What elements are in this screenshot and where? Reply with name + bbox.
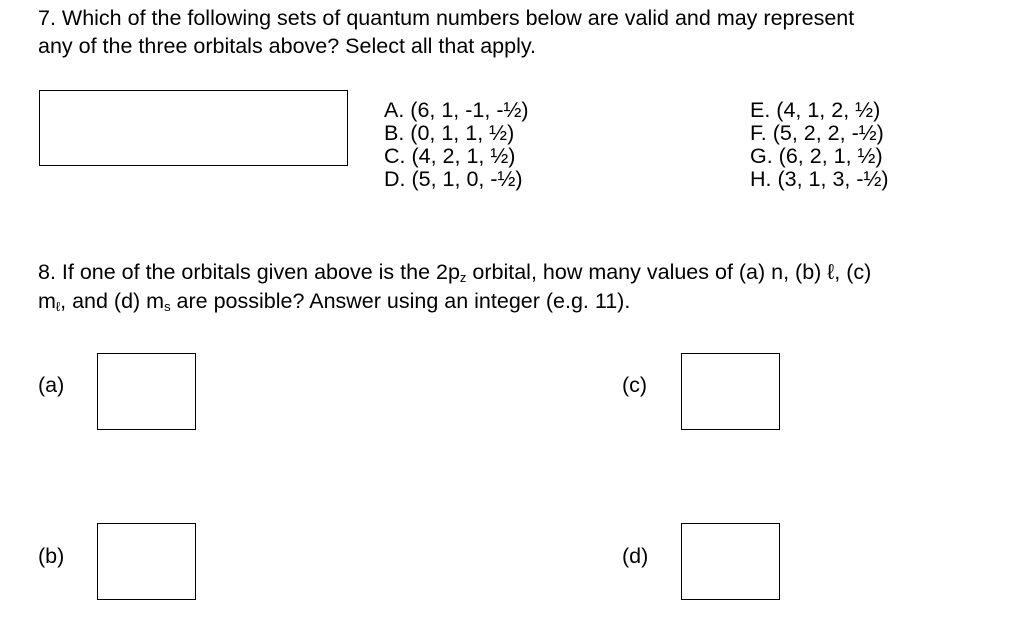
part-c-answer-box[interactable]: [681, 353, 780, 430]
q8-subscript-s: s: [164, 299, 171, 314]
q8-line2-part-b: , and (d) m: [60, 289, 165, 313]
q8-line1-part-b: orbital, how many values of (a) n, (b) ℓ, (c): [466, 260, 872, 284]
option-f[interactable]: F. (5, 2, 2, -½): [750, 121, 884, 145]
part-a-answer-box[interactable]: [97, 353, 196, 430]
q8-line2-part-c: are possible? Answer using an integer (e.g. 11).: [170, 289, 631, 313]
question-7-text-line-2: any of the three orbitals above? Select all that apply.: [38, 34, 536, 58]
question-8-text-line-1: [38, 258, 871, 286]
q8-subscript-l: ℓ: [55, 299, 61, 314]
part-b-label: (b): [38, 544, 65, 568]
q8-subscript-z: z: [459, 270, 467, 285]
part-a-label: (a): [38, 373, 65, 397]
question-8-text-line-2: [38, 287, 630, 315]
option-c[interactable]: C. (4, 2, 1, ½): [384, 144, 516, 168]
option-e[interactable]: E. (4, 1, 2, ½): [750, 98, 881, 122]
option-d[interactable]: D. (5, 1, 0, -½): [384, 167, 523, 191]
question-7-answer-box[interactable]: [39, 90, 348, 166]
part-d-answer-box[interactable]: [681, 523, 780, 600]
q8-line1-part-a: 8. If one of the orbitals given above is the 2p: [38, 260, 460, 284]
option-b[interactable]: B. (0, 1, 1, ½): [384, 121, 515, 145]
options-right-column: [750, 99, 889, 191]
option-a[interactable]: A. (6, 1, -1, -½): [384, 98, 529, 122]
question-7-text-line-1: 7. Which of the following sets of quantum numbers below are valid and may represent: [38, 6, 855, 30]
part-d-label: (d): [622, 544, 649, 568]
part-c-label: (c): [622, 373, 648, 397]
part-b-answer-box[interactable]: [97, 523, 196, 600]
q8-line2-part-a: m: [38, 289, 56, 313]
option-g[interactable]: G. (6, 2, 1, ½): [750, 144, 883, 168]
option-h[interactable]: H. (3, 1, 3, -½): [750, 167, 889, 191]
options-left-column: [384, 99, 529, 191]
